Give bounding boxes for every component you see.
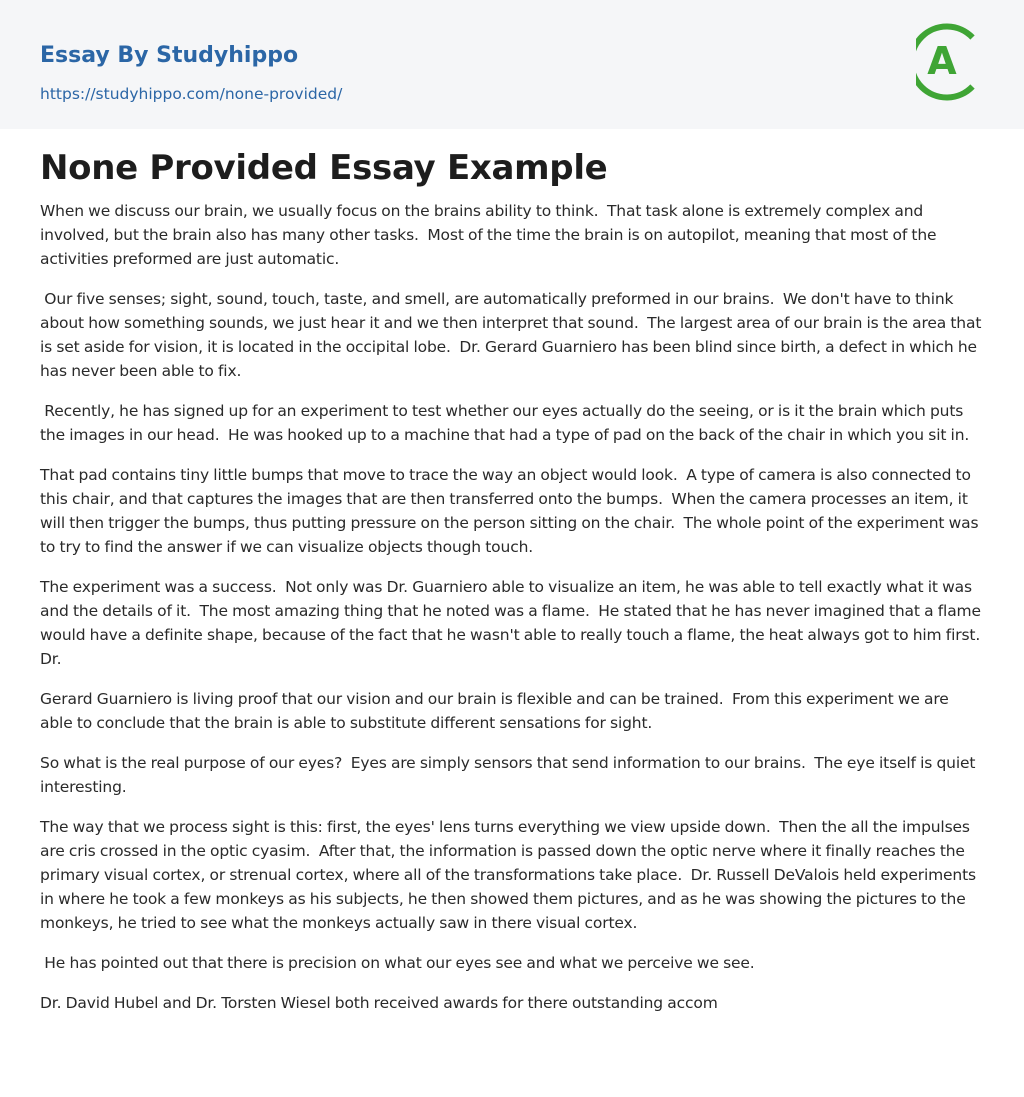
essay-paragraph: He has pointed out that there is precision on what our eyes see and what we perceive we see. bbox=[40, 954, 755, 972]
essay-paragraph: So what is the real purpose of our eyes? Eyes are simply sensors that send information to our brains. The eye itself is quiet interesting. bbox=[40, 754, 980, 796]
essay-paragraph: Gerard Guarniero is living proof that our vision and our brain is flexible and can be trained. From this experiment we are able to conclude that the brain is able to substitute different sensations for sight. bbox=[40, 690, 953, 732]
essay-paragraph: Dr. David Hubel and Dr. Torsten Wiesel both received awards for there outstanding accom bbox=[40, 994, 718, 1012]
site-header bbox=[0, 0, 1024, 129]
essay-paragraph: The way that we process sight is this: first, the eyes' lens turns everything we view upside down. Then the all the impulses are cris crossed in the optic cyasim. After that, the information is passed down the optic nerve where it finally reaches the primary visual cortex, or strenual cortex, where all of the transformations take place. Dr. Russell DeValois held experiments in where he took a few monkeys as his subjects, he then showed them pictures, and as he was showing the pictures to the monkeys, he tried to see what the monkeys actually saw in there visual cortex. bbox=[40, 818, 981, 932]
essay-paragraph: The experiment was a success. Not only was Dr. Guarniero able to visualize an item, he was able to tell exactly what it was and the details of it. The most amazing thing that he noted was a flame. He stated that he has never imagined that a flame would have a definite shape, because of the fact that he wasn't able to really touch a flame, the heat always got to him first. Dr. bbox=[40, 578, 989, 668]
essay-content bbox=[0, 148, 1024, 1015]
essay-paragraph: When we discuss our brain, we usually focus on the brains ability to think. That task alone is extremely complex and involved, but the brain also has many other tasks. Most of the time the brain is on autopilot, meaning that most of the activities preformed are just automatic. bbox=[40, 202, 941, 268]
essay-paragraph: Our five senses; sight, sound, touch, taste, and smell, are automatically preformed in our brains. We don't have to think about how something sounds, we just hear it and we then interpret that sound. The largest area of our brain is the area that is set aside for vision, it is located in the occipital lobe. Dr. Gerard Guarniero has been blind since birth, a defect in which he has never been able to fix. bbox=[40, 290, 986, 380]
site-title[interactable]: Essay By Studyhippo bbox=[40, 43, 299, 68]
source-url-link[interactable]: https://studyhippo.com/none-provided/ bbox=[40, 85, 343, 103]
essay-body bbox=[40, 199, 989, 1015]
logo-letter: A bbox=[927, 39, 957, 83]
page-title: None Provided Essay Example bbox=[40, 148, 608, 188]
studyhippo-logo-icon[interactable] bbox=[916, 19, 986, 105]
essay-paragraph: That pad contains tiny little bumps that move to trace the way an object would look. A type of camera is also connected to this chair, and that captures the images that are then transferred onto the bumps. When the camera processes an item, it will then trigger the bumps, thus putting pressure on the person sitting on the chair. The whole point of the experiment was to try to find the answer if we can visualize objects though touch. bbox=[40, 466, 983, 556]
essay-paragraph: Recently, he has signed up for an experiment to test whether our eyes actually do the seeing, or is it the brain which puts the images in our head. He was hooked up to a machine that had a type of pad on the back of the chair in which you sit in. bbox=[40, 402, 970, 444]
